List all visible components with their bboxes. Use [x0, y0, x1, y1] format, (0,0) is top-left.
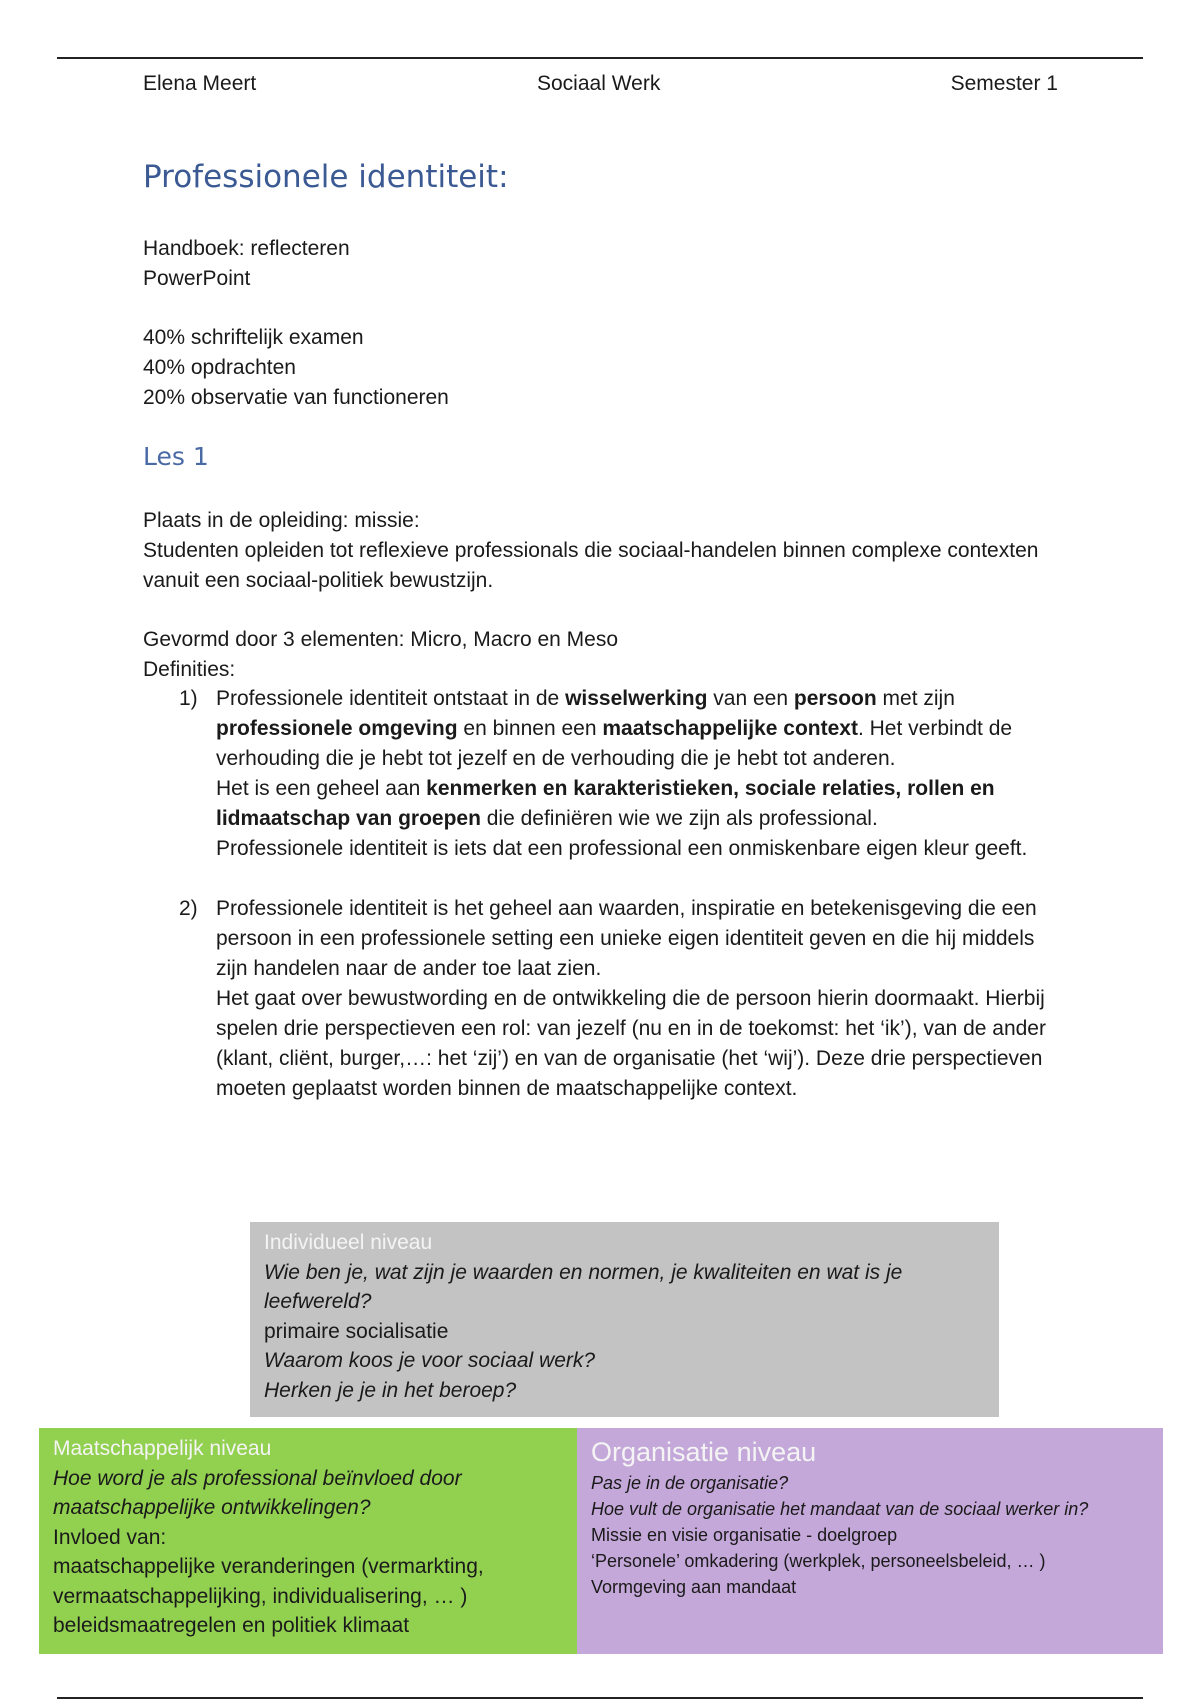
definitions-list	[143, 684, 1058, 1104]
material-item: PowerPoint	[143, 267, 251, 290]
organisatie-niveau-box	[577, 1428, 1163, 1654]
box-line: Vormgeving aan mandaat	[591, 1577, 797, 1597]
elements-text: Gevormd door 3 elementen: Micro, Macro en Meso	[143, 628, 619, 651]
box-question: Pas je in de organisatie?	[591, 1473, 789, 1493]
definition-paragraph: Professionele identiteit is het geheel aan waarden, inspiratie en betekenisgeving die een persoon in een professionele setting een unieke eigen identiteit geven en die hij middels zijn handelen naar de ander toe laat zien.	[216, 897, 1037, 980]
mission-block	[143, 506, 1058, 596]
footer-rule	[57, 1697, 1143, 1699]
box-line: beleidsmaatregelen en politiek klimaat	[53, 1614, 410, 1637]
definitions-label: Definities:	[143, 658, 236, 681]
header-semester: Semester 1	[950, 72, 1058, 95]
materials-list	[143, 234, 350, 294]
box-label: Organisatie niveau	[591, 1437, 817, 1467]
definition-paragraph: Het is een geheel aan kenmerken en karakteristieken, sociale relaties, rollen en lidmaatschap van groepen die definiëren wie we zijn als professional.	[216, 777, 995, 830]
section-heading-les1: Les 1	[143, 442, 209, 471]
box-line: Missie en visie organisatie - doelgroep	[591, 1525, 898, 1545]
box-label: Individueel niveau	[264, 1231, 433, 1254]
box-label: Maatschappelijk niveau	[53, 1437, 272, 1460]
box-line: maatschappelijke veranderingen (vermarkting, vermaatschappelijking, individualisering, … )	[53, 1555, 484, 1608]
header-course: Sociaal Werk	[537, 72, 661, 95]
box-question: Herken je je in het beroep?	[264, 1378, 517, 1402]
grading-item: 20% observatie van functioneren	[143, 386, 449, 409]
grading-list	[143, 323, 449, 413]
box-question: Wie ben je, wat zijn je waarden en normen, je kwaliteiten en wat is je leefwereld?	[264, 1260, 903, 1313]
grading-item: 40% opdrachten	[143, 356, 296, 379]
definition-item-1	[143, 684, 1058, 864]
material-item: Handboek: reflecteren	[143, 237, 350, 260]
box-question: Hoe word je als professional beïnvloed door maatschappelijke ontwikkelingen?	[53, 1466, 462, 1519]
individueel-niveau-box	[250, 1222, 999, 1417]
box-line: Invloed van:	[53, 1525, 167, 1549]
mission-text: Studenten opleiden tot reflexieve professionals die sociaal-handelen binnen complexe contexten vanuit een sociaal-politiek bewustzijn.	[143, 539, 1039, 592]
page-title: Professionele identiteit:	[143, 159, 509, 195]
page-header	[143, 72, 1058, 98]
definition-paragraph: Professionele identiteit ontstaat in de wisselwerking van een persoon met zijn professionele omgeving en binnen een maatschappelijke context. Het verbindt de verhouding die je hebt tot jezelf en de verhouding die je hebt tot anderen.	[216, 687, 1013, 770]
box-line: primaire socialisatie	[264, 1319, 449, 1343]
elements-block	[143, 625, 1058, 685]
maatschappelijk-niveau-box	[39, 1428, 577, 1654]
box-question: Waarom koos je voor sociaal werk?	[264, 1349, 596, 1372]
definition-item-2	[143, 894, 1058, 1104]
header-rule	[57, 57, 1143, 59]
definition-number: 1)	[179, 687, 198, 710]
definition-paragraph: Het gaat over bewustwording en de ontwikkeling die de persoon hierin doormaakt. Hierbij spelen drie perspectieven een rol: van jezelf (nu en in de toekomst: het ‘ik’), van de ander (klant, cliënt, burger,…: het ‘zij’) en van de organisatie (het ‘wij’). Deze drie perspectieven moeten geplaatst worden binnen de maatschappelijke context.	[216, 987, 1046, 1100]
header-author: Elena Meert	[143, 72, 257, 95]
box-line: ‘Personele’ omkadering (werkplek, personeelsbeleid, … )	[591, 1551, 1046, 1571]
box-question: Hoe vult de organisatie het mandaat van de sociaal werker in?	[591, 1499, 1089, 1519]
grading-item: 40% schriftelijk examen	[143, 326, 364, 349]
mission-label: Plaats in de opleiding: missie:	[143, 509, 420, 532]
definition-paragraph: Professionele identiteit is iets dat een professional een onmiskenbare eigen kleur geeft.	[216, 837, 1028, 860]
definition-number: 2)	[179, 897, 198, 920]
